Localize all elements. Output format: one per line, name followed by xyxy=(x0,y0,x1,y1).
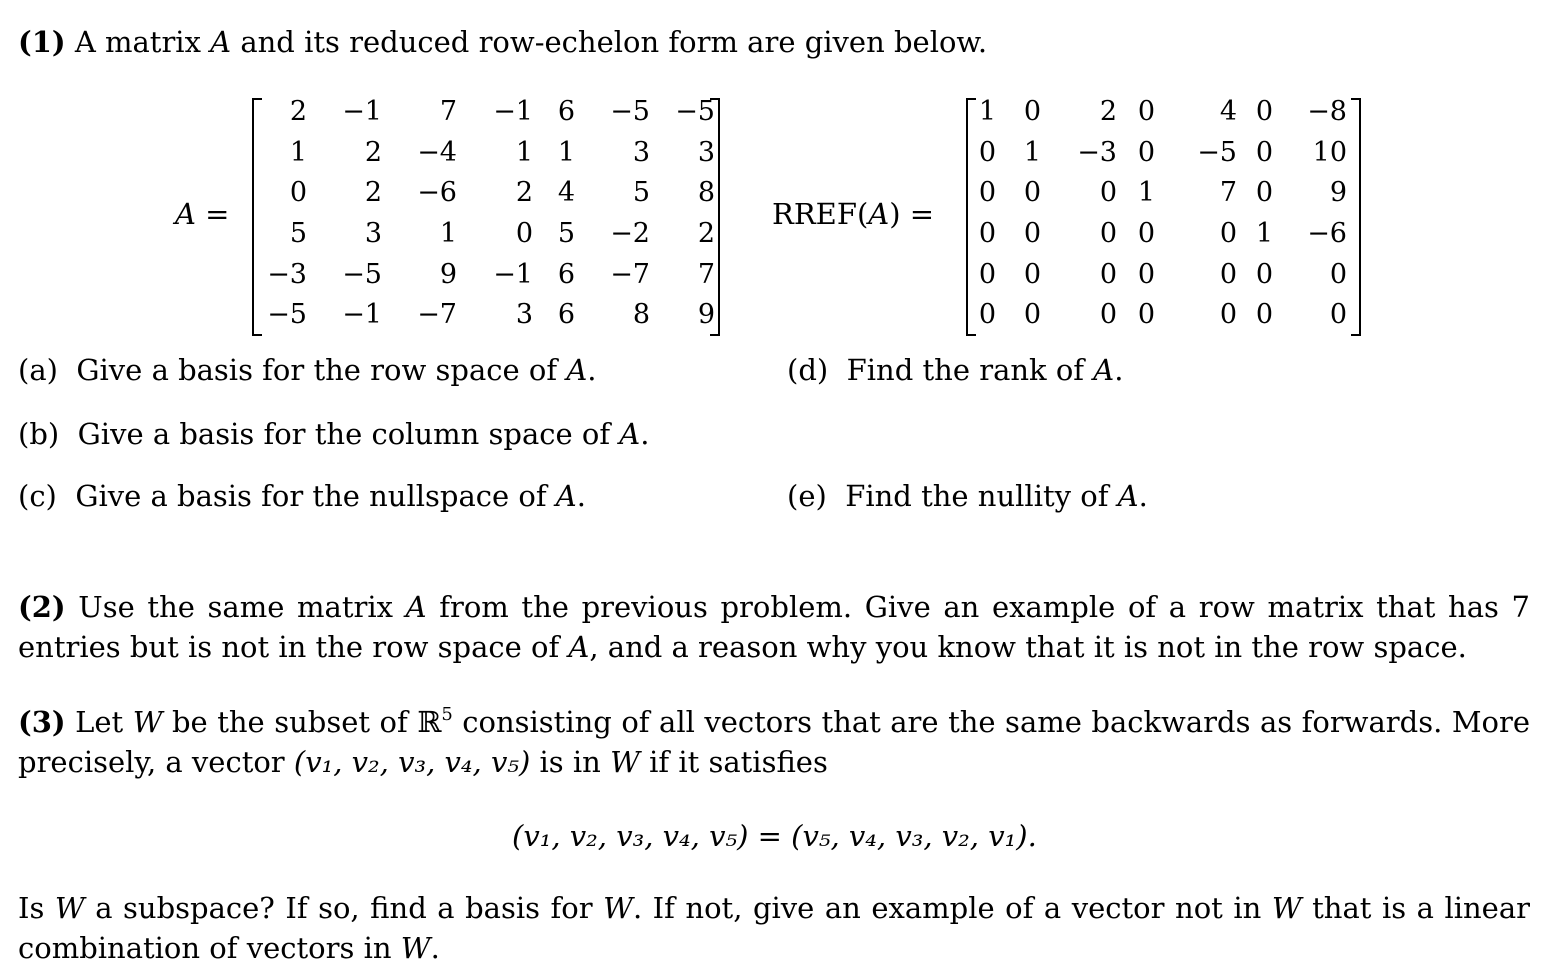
matrix-entry: −1 xyxy=(342,96,382,128)
matrix-entry: 0 xyxy=(1255,177,1273,209)
matrix-entry: 0 xyxy=(1099,218,1117,250)
matrix-entry: −5 xyxy=(675,96,715,128)
problem2-number: (2) xyxy=(18,590,66,624)
problem1-number: (1) xyxy=(18,25,66,59)
matrix-entry: 0 xyxy=(1219,258,1237,290)
matrix-row xyxy=(262,295,715,336)
part-a: (a) Give a basis for the row space of A. xyxy=(18,353,597,387)
matrix-entry: 9 xyxy=(697,299,715,331)
matrix-a xyxy=(262,92,715,336)
matrix-entry: −5 xyxy=(342,258,382,290)
rref-label: RREF(A) = xyxy=(772,197,935,231)
matrix-entry: 0 xyxy=(1137,299,1155,331)
matrix-entry: −1 xyxy=(493,96,533,128)
matrix-entry: 5 xyxy=(557,218,575,250)
matrix-entry: −7 xyxy=(610,258,650,290)
matrix-entry: 1 xyxy=(557,136,575,168)
matrix-entry: 0 xyxy=(978,258,996,290)
matrix-row xyxy=(976,92,1347,133)
problem3-question: Is W a subspace? If so, find a basis for W. If not, give an example of a vector not in W that is a linear combination of vectors in W. xyxy=(18,891,1531,965)
matrix-row xyxy=(262,254,715,295)
matrix-entry: 2 xyxy=(697,218,715,250)
matrix-entry: −1 xyxy=(342,299,382,331)
matrix-row xyxy=(976,133,1347,174)
matrix-entry: 2 xyxy=(364,177,382,209)
matrix-row xyxy=(976,254,1347,295)
matrix-entry: 2 xyxy=(515,177,533,209)
matrix-entry: 8 xyxy=(632,299,650,331)
matrix-entry: −5 xyxy=(267,299,307,331)
matrix-entry: 0 xyxy=(1023,258,1041,290)
matrix-entry: 0 xyxy=(1255,96,1273,128)
matrix-rref-left-bracket xyxy=(966,98,976,336)
matrix-entry: 0 xyxy=(1255,258,1273,290)
matrix-entry: 0 xyxy=(289,177,307,209)
matrix-entry: 8 xyxy=(697,177,715,209)
matrix-entry: 0 xyxy=(1255,299,1273,331)
matrix-entry: 0 xyxy=(515,218,533,250)
matrix-entry: −5 xyxy=(1197,136,1237,168)
matrix-entry: 9 xyxy=(439,258,457,290)
matrix-entry: −7 xyxy=(417,299,457,331)
matrix-a-right-bracket xyxy=(710,98,720,336)
matrix-entry: 3 xyxy=(632,136,650,168)
matrix-a-label: A = xyxy=(175,197,230,231)
matrix-entry: 0 xyxy=(1099,299,1117,331)
matrix-entry: −2 xyxy=(610,218,650,250)
matrix-entry: 0 xyxy=(1023,218,1041,250)
matrix-entry: 0 xyxy=(1329,299,1347,331)
matrix-entry: 0 xyxy=(978,177,996,209)
matrix-rref xyxy=(976,92,1347,336)
matrix-row xyxy=(976,214,1347,255)
matrix-entry: 1 xyxy=(1255,218,1273,250)
matrix-entry: 10 xyxy=(1312,136,1347,168)
matrix-entry: −3 xyxy=(267,258,307,290)
palindrome-equation: (v₁, v₂, v₃, v₄, v₅) = (v₅, v₄, v₃, v₂, v₁). xyxy=(512,819,1037,853)
matrix-a-left-bracket xyxy=(252,98,262,336)
problem1-heading: (1) A matrix A and its reduced row-echelon form are given below. xyxy=(18,25,988,59)
matrix-entry: 1 xyxy=(515,136,533,168)
matrix-entry: 4 xyxy=(557,177,575,209)
problem3-number: (3) xyxy=(18,705,66,739)
matrix-entry: 1 xyxy=(439,218,457,250)
matrix-entry: 0 xyxy=(1099,177,1117,209)
matrix-entry: 6 xyxy=(557,299,575,331)
matrix-entry: 0 xyxy=(1023,299,1041,331)
matrix-entry: 6 xyxy=(557,258,575,290)
matrix-entry: −1 xyxy=(493,258,533,290)
matrix-entry: −6 xyxy=(417,177,457,209)
matrix-row xyxy=(262,92,715,133)
matrix-entry: 0 xyxy=(1137,258,1155,290)
matrix-entry: 0 xyxy=(978,136,996,168)
problem2-paragraph: (2) Use the same matrix A from the previous problem. Give an example of a row matrix that has 7 entries but is not in the row space of A, and a reason why you know that it is not in the row space. xyxy=(18,590,1530,664)
matrix-entry: 9 xyxy=(1329,177,1347,209)
matrix-entry: 2 xyxy=(1099,96,1117,128)
matrix-entry: 0 xyxy=(1219,218,1237,250)
matrix-entry: 0 xyxy=(1023,177,1041,209)
matrix-entry: 1 xyxy=(289,136,307,168)
matrix-entry: 0 xyxy=(1137,136,1155,168)
matrix-row xyxy=(976,173,1347,214)
matrix-entry: 1 xyxy=(1137,177,1155,209)
matrix-entry: 1 xyxy=(978,96,996,128)
problem3-paragraph: (3) Let W be the subset of ℝ$^5$ consisting of all vectors that are the same backwards as forwards. More precisely, a vector (v₁, v₂, v₃, v₄, v₅) is in W if it satisfies xyxy=(18,704,1530,779)
matrix-entry: 0 xyxy=(1329,258,1347,290)
matrix-entry: 0 xyxy=(1137,218,1155,250)
matrix-row xyxy=(976,295,1347,336)
matrix-rref-right-bracket xyxy=(1351,98,1361,336)
matrix-entry: 0 xyxy=(1255,136,1273,168)
matrix-row xyxy=(262,133,715,174)
matrix-entry: 5 xyxy=(289,218,307,250)
matrix-entry: 7 xyxy=(1219,177,1237,209)
matrix-entry: 0 xyxy=(978,299,996,331)
matrix-entry: 3 xyxy=(364,218,382,250)
matrix-entry: −4 xyxy=(417,136,457,168)
matrix-entry: −6 xyxy=(1307,218,1347,250)
matrix-entry: 5 xyxy=(632,177,650,209)
matrix-entry: 1 xyxy=(1023,136,1041,168)
matrix-entry: 0 xyxy=(1099,258,1117,290)
matrix-entry: 3 xyxy=(515,299,533,331)
matrix-entry: 0 xyxy=(1219,299,1237,331)
matrix-entry: 6 xyxy=(557,96,575,128)
matrix-entry: −5 xyxy=(610,96,650,128)
matrix-row xyxy=(262,214,715,255)
matrix-entry: 2 xyxy=(364,136,382,168)
part-d: (d) Find the rank of A. xyxy=(787,353,1124,387)
matrix-entry: 7 xyxy=(439,96,457,128)
matrix-row xyxy=(262,173,715,214)
matrix-entry: 0 xyxy=(1023,96,1041,128)
matrix-entry: −3 xyxy=(1077,136,1117,168)
part-b: (b) Give a basis for the column space of A. xyxy=(18,417,650,451)
part-c: (c) Give a basis for the nullspace of A. xyxy=(18,479,586,513)
matrix-entry: 0 xyxy=(978,218,996,250)
matrix-entry: 4 xyxy=(1219,96,1237,128)
matrix-entry: 2 xyxy=(289,96,307,128)
part-e: (e) Find the nullity of A. xyxy=(787,479,1148,513)
matrix-entry: 0 xyxy=(1137,96,1155,128)
matrix-entry: 7 xyxy=(697,258,715,290)
matrix-entry: 3 xyxy=(697,136,715,168)
matrix-entry: −8 xyxy=(1307,96,1347,128)
